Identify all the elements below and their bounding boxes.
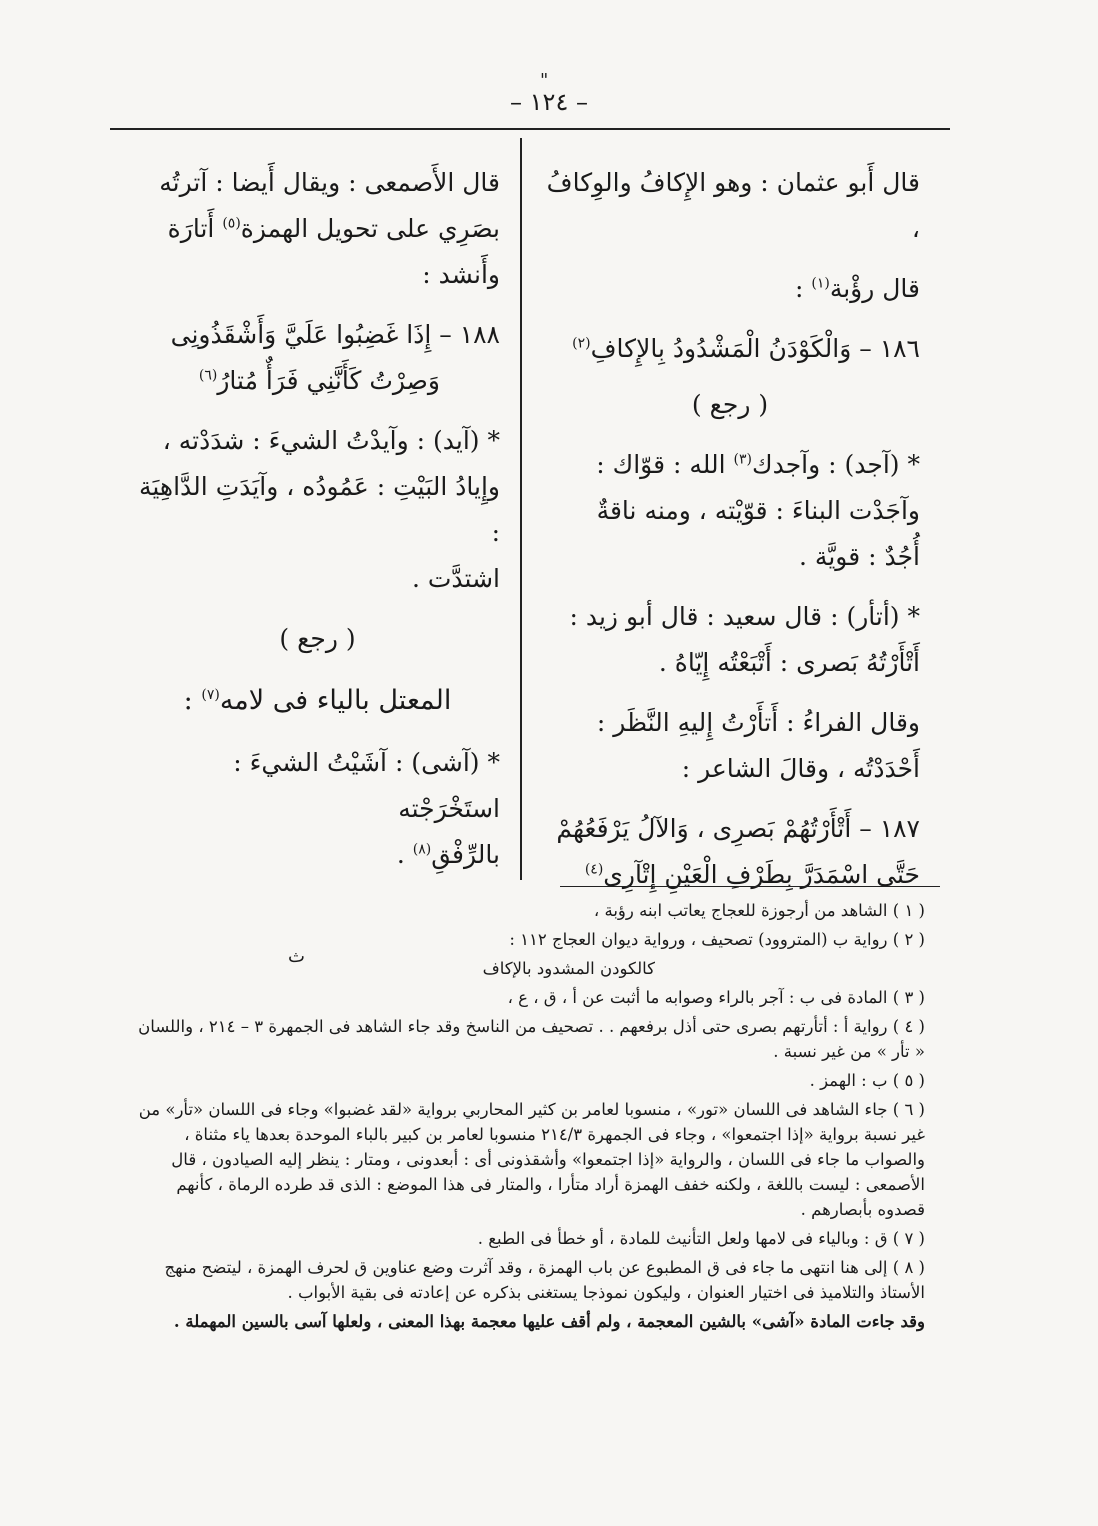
footnote: وقد جاءت المادة «آشى» بالشين المعجمة ، ولم أقف عليها معجمة بهذا المعنى ، ولعلها آسى بالسين المهملة . (173, 1312, 925, 1331)
entry-ajd: * (آجد) : وآجدك$^{(٣)}$ الله : قوّاك : وآجَدْت البناءَ : قوّيْته ، ومنه ناقةٌ أُجُدٌ : قويَّة . (596, 450, 920, 571)
footnote: ( ٥ ) ب : الهمز . (809, 1071, 925, 1090)
top-mark: " (540, 70, 549, 91)
right-column (540, 160, 920, 912)
footnote-ref: (٦) (198, 367, 218, 384)
footnote: ( ١ ) الشاهد من أرجوزة للعجاج يعاتب ابنه رؤبة ، (593, 901, 925, 920)
verse-187: ١٨٧ – أَتْأَرْتُهُمْ بَصرِى ، وَالآلُ يَرْفَعُهُمْ حَتَّى اسْمَدَرَّ بِطَرْفِ الْعَيْنِ إِتْآرِى$^{(٤)}$ (556, 814, 920, 889)
footnote-ref: (٢) (572, 335, 591, 352)
entry-ayd: * (آيد) : وآيدْتُ الشيءَ : شدَدْته ، وإِيادُ البَيْتِ : عَمُودُه ، وآيَدَتِ الدَّاهِيَة : اشتدَّت . (138, 426, 500, 593)
verse-188: ١٨٨ – إِذَا غَضِبُوا عَلَيَّ وَأَشْقَذُونِى وَصِرْتُ كَأَنَّنِي فَرَأٌ مُتارُ$^{(٦)}$ (170, 320, 500, 395)
meter-label: ( رجع ) (279, 624, 356, 653)
paragraph: قال الأَصمعى : ويقال أَيضا : آترتُه بصَرِي على تحويل الهمزة$^{(٥)}$ أَتارَة وأَنشد : (159, 168, 500, 289)
section-heading: المعتل بالياء فى لامه$^{(٧)}$ : (183, 685, 452, 716)
footnote-ref: (٥) (222, 215, 241, 232)
entry-ashy: * (آشى) : آشَيْتُ الشيءَ : استَخْرَجْته بالرِّفْقِ$^{(٨)}$ . (233, 748, 500, 869)
header-rule (110, 128, 950, 130)
footnote-ref: (٣) (733, 451, 752, 468)
footnote-ref: (٨) (412, 841, 432, 858)
footnote-ref: (٧) (201, 687, 220, 703)
paragraph: قال أَبو عثمان : وهو الإِكافُ والوِكافُ ، (546, 168, 920, 243)
footnotes (135, 898, 925, 1338)
footnote: ( ٧ ) ق : وبالياء فى لامها ولعل التأنيث للمادة ، أو خطأ فى الطبع . (477, 1229, 925, 1248)
verse-meter: ( رجع ) (691, 390, 769, 419)
entry-atar: * (أتأر) : قال سعيد : قال أبو زيد : أَتْأَرْتُهُ بَصرى : أَتْبَعْتُه إِيّاهُ . (569, 602, 920, 677)
column-divider (520, 138, 522, 880)
verse-186: ١٨٦ – وَالْكَوْدَنُ الْمَشْدُودُ بِالإِكافِ$^{(٢)}$ ( رجع ) (540, 326, 920, 428)
stray-mark: ث (288, 946, 305, 967)
footnote-ref: (٤) (584, 861, 604, 878)
paragraph: وقال الفراءُ : أَتأَرْتُ إِليهِ النَّظَر : أَحْدَدْتُه ، وقالَ الشاعر : (596, 708, 920, 783)
footnote-rule (560, 886, 940, 887)
footnote: ( ٨ ) إلى هنا انتهى ما جاء فى ق المطبوع عن باب الهمزة ، وقد آثرت وضع عناوين ق لحرف الهمزة ، ليتضح منهج الأستاذ والتلاميذ فى اختيار العنوان ، وليكون نموذجا يستغنى بذكره عن إعادته فى بقية الأبواب . (164, 1258, 925, 1302)
page-number: – ١٢٤ – (510, 88, 588, 116)
footnote-ref: (١) (811, 275, 830, 292)
footnote: ( ٢ ) رواية ب (المتروود) تصحيف ، ورواية ديوان العجاج ١١٢ : (509, 930, 925, 949)
footnote: كالكودن المشدود بالإكاف (482, 959, 655, 978)
footnote: ( ٦ ) جاء الشاهد فى اللسان «تور» ، منسوبا لعامر بن كثير المحاربي برواية «لقد غضبوا» وجاء فى اللسان «تأر» من غير نسبة برواية «إذا اجتمعوا» ، وجاء فى الجمهرة ٢١٤/٣ منسوبا لعامر بن كبير بالباء الموحدة بعدها ياء مثناة ، والصواب ما جاء فى اللسان ، والرواية «إذا اجتمعوا» وأشقذونى أى : أبعدونى ، ومتار : ينظر إليه الصيادون ، قال الأصمعى : ليست باللغة ، ولكنه خفف الهمزة أراد متأرا ، والمتار فى هذا الموضع : الذى قد طرده الرماة ، كأنهم قصدوه بأبصارهم . (138, 1100, 925, 1219)
footnote: ( ٤ ) رواية أ : أتأرتهم بصرى حتى أذل برفعهم . . تصحيف من الناسخ وقد جاء الشاهد فى الجمهرة ٣ – ٢١٤ ، واللسان « تأر » من غير نسبة . (138, 1017, 925, 1061)
left-column (135, 160, 500, 892)
paragraph: قال رؤْبة$^{(١)}$ : (794, 274, 920, 303)
footnote: ( ٣ ) المادة فى ب : آجر بالراء وصوابه ما أثبت عن أ ، ق ، ع ، (507, 988, 925, 1007)
